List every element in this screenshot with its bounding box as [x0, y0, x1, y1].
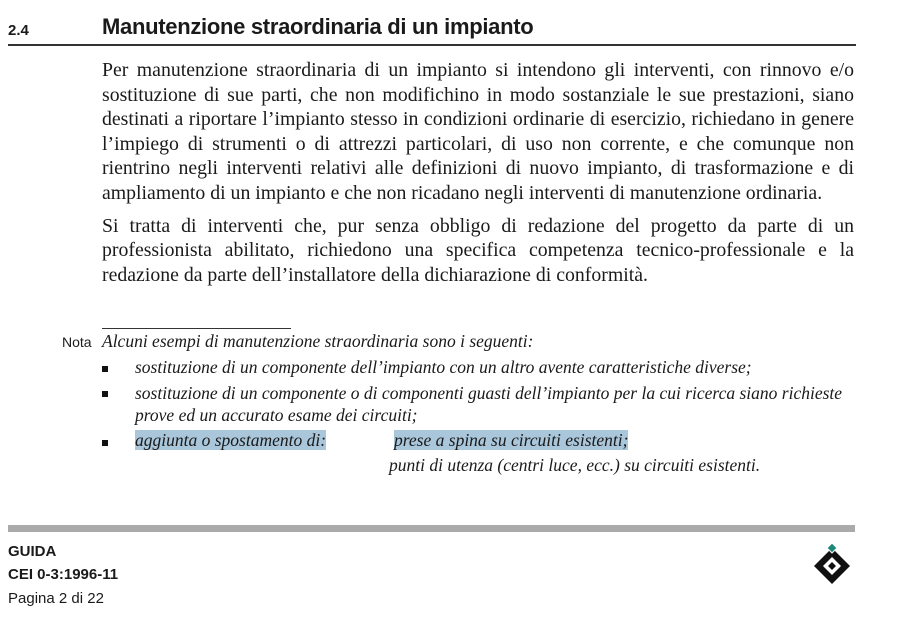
note-intro: Alcuni esempi di manutenzione straordinaria sono i seguenti: [102, 331, 534, 351]
bullet-icon [102, 391, 108, 397]
note-item [135, 429, 326, 451]
paragraph: Per manutenzione straordinaria di un impianto si intendono gli interventi, con rinnovo e/o sostituzione di sue parti, che non modifichino in modo sostanziale le sue prestazioni, siano destinati a riportare l’impianto stesso in condizioni ordinarie di esercizio, richiedano in genere l’impiego di strumenti o di attrezzi particolari, di uso non corrente, e che comunque non rientrino negli interventi relativi alle definizioni di nuovo impianto, di trasformazione e di ampliamento di un impianto e che non ricadano negli interventi di manutenzione ordinaria. [102, 59, 854, 204]
title-divider [8, 44, 856, 46]
footer-page: Pagina 2 di 22 [8, 590, 104, 607]
note-label: Nota [62, 334, 92, 350]
note-subitem [394, 429, 628, 451]
bullet-icon [102, 440, 108, 446]
highlighted-text: prese a spina su circuiti esistenti; [394, 430, 629, 450]
section-number: 2.4 [8, 22, 29, 39]
body-text [102, 58, 854, 295]
bullet-icon [102, 366, 108, 372]
cei-logo-icon [810, 542, 854, 586]
note-item: sostituzione di un componente dell’impianto con un altro avente caratteristiche diverse; [135, 357, 752, 377]
footer-bar [8, 525, 855, 532]
footer-doc-code: CEI 0-3:1996-11 [8, 566, 119, 583]
footer-doc-type: GUIDA [8, 543, 57, 560]
note-subitem: punti di utenza (centri luce, ecc.) su circuiti esistenti. [389, 455, 761, 475]
note-item: sostituzione di un componente o di componenti guasti dell’impianto per la cui ricerca siano richieste prove ed un accurato esame dei circuiti; [135, 383, 843, 425]
highlighted-text: aggiunta o spostamento di: [135, 430, 327, 450]
paragraph: Si tratta di interventi che, pur senza obbligo di redazione del progetto da parte di un professionista abilitato, richiedono una specifica competenza tecnico-professionale e la redazione da parte dell’installatore della dichiarazione di conformità. [102, 214, 854, 286]
section-title: Manutenzione straordinaria di un impianto [102, 14, 534, 39]
note-divider [102, 328, 291, 329]
